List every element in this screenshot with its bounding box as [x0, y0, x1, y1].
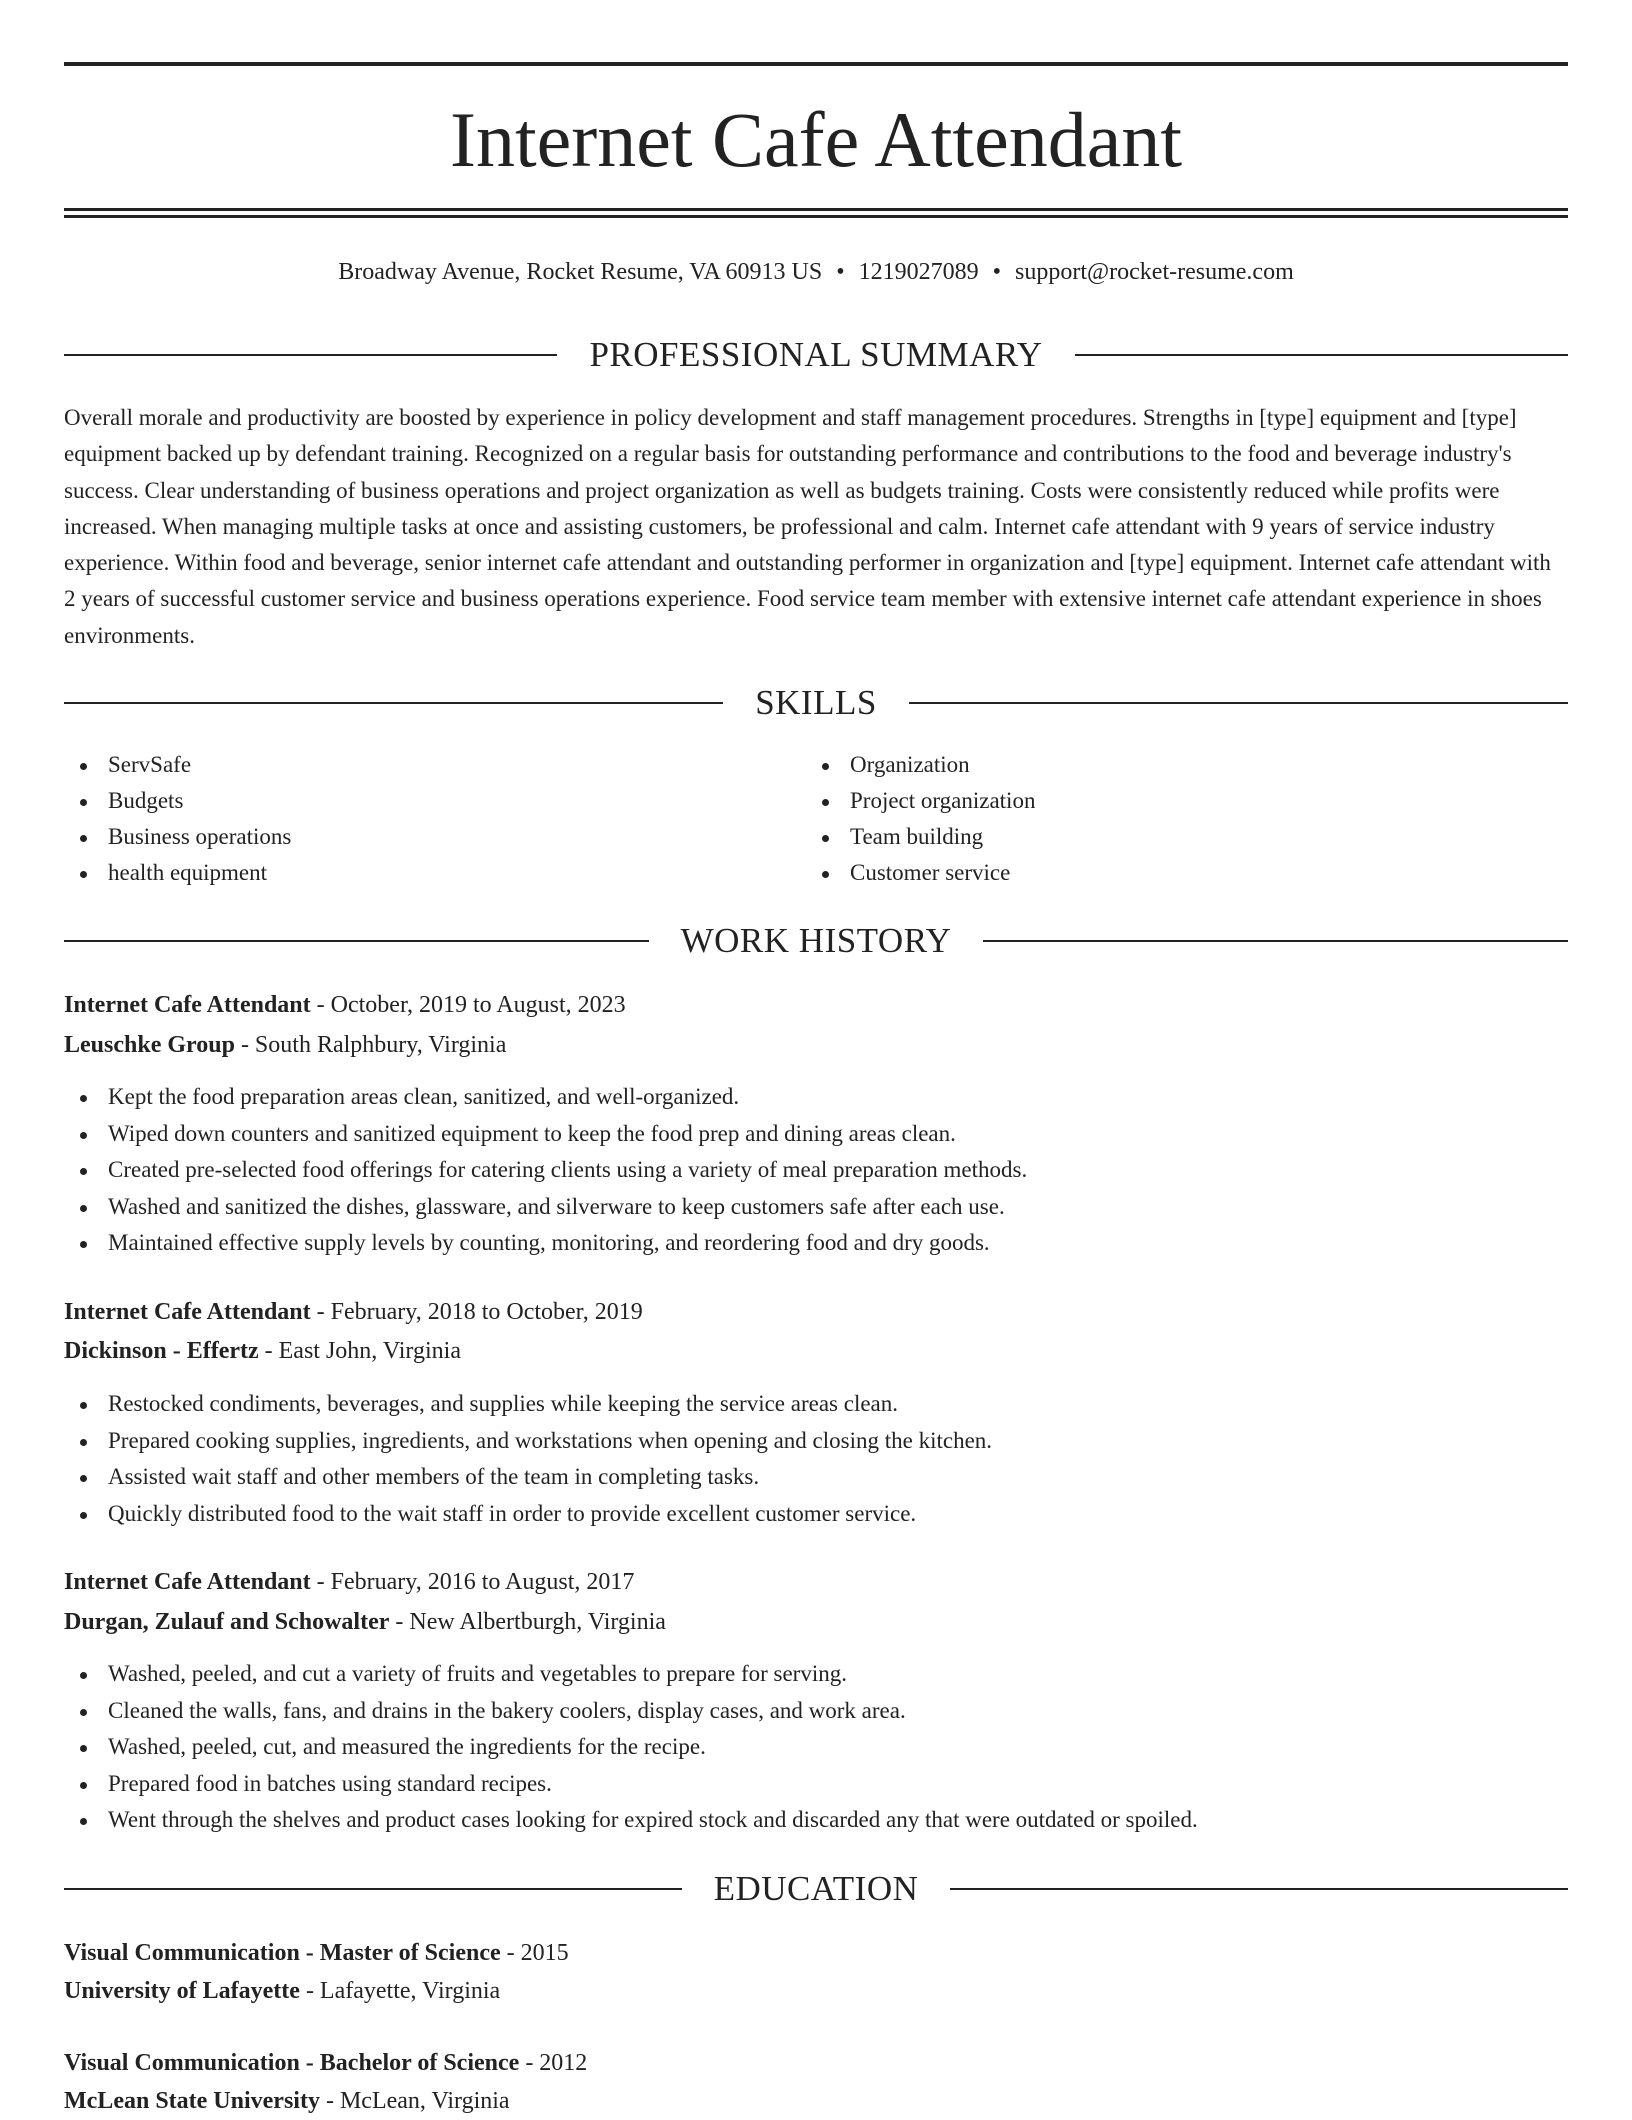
- job-dates: - October, 2019 to August, 2023: [310, 992, 626, 1018]
- job-role: Internet Cafe Attendant: [64, 992, 311, 1018]
- header-rule-upper: [64, 208, 1568, 211]
- heading-rule-left: [64, 940, 649, 942]
- job-company: Leuschke Group: [64, 1032, 235, 1058]
- header-top-rule: [64, 62, 1568, 66]
- skill-item: health equipment: [64, 855, 291, 891]
- contact-address: Broadway Avenue, Rocket Resume, VA 60913 US: [338, 259, 823, 285]
- skills-heading: [64, 681, 1568, 725]
- header-rule-lower: [64, 215, 1568, 218]
- skills-title: SKILLS: [755, 683, 877, 722]
- education-degree: Visual Communication - Master of Science: [64, 1940, 501, 1966]
- education-year: - 2012: [519, 2050, 588, 2076]
- summary-heading: [64, 333, 1568, 377]
- job-bullet: Washed and sanitized the dishes, glassware, and silverware to keep customers safe after each use.: [64, 1189, 1027, 1226]
- work-title: WORK HISTORY: [680, 921, 952, 960]
- skill-item: ServSafe: [64, 747, 291, 783]
- education-location: - Lafayette, Virginia: [299, 1978, 501, 2004]
- job-title-line: [64, 986, 626, 1024]
- job-bullets: [64, 1656, 1198, 1839]
- job-dates: - February, 2018 to October, 2019: [310, 1299, 643, 1325]
- education-degree-line: [64, 2044, 587, 2082]
- education-degree-line: [64, 1934, 569, 1972]
- job-company: Durgan, Zulauf and Schowalter: [64, 1609, 390, 1635]
- job-bullet: Wiped down counters and sanitized equipment to keep the food prep and dining areas clean.: [64, 1116, 1027, 1153]
- contact-email[interactable]: support@rocket-resume.com: [1015, 259, 1294, 285]
- job-location: - New Albertburgh, Virginia: [389, 1609, 666, 1635]
- skill-item: Organization: [806, 747, 1035, 783]
- heading-rule-right: [983, 940, 1568, 942]
- education-heading: [64, 1867, 1568, 1911]
- job-bullet: Prepared cooking supplies, ingredients, and workstations when opening and closing the kitchen.: [64, 1423, 992, 1460]
- job-title-line: [64, 1293, 643, 1331]
- skills-list-right: [806, 747, 1035, 891]
- summary-title: PROFESSIONAL SUMMARY: [589, 335, 1043, 374]
- job-title-line: [64, 1563, 634, 1601]
- skill-item: Team building: [806, 819, 1035, 855]
- job-role: Internet Cafe Attendant: [64, 1299, 311, 1325]
- job-company: Dickinson - Effertz: [64, 1338, 259, 1364]
- contact-phone: 1219027089: [858, 259, 979, 285]
- skill-item: Customer service: [806, 855, 1035, 891]
- job-dates: - February, 2016 to August, 2017: [310, 1569, 635, 1595]
- job-role: Internet Cafe Attendant: [64, 1569, 311, 1595]
- education-title: EDUCATION: [713, 1869, 919, 1908]
- job-company-line: [64, 1603, 666, 1641]
- job-bullet: Quickly distributed food to the wait staff in order to provide excellent customer service.: [64, 1496, 992, 1533]
- education-location: - McLean, Virginia: [319, 2088, 510, 2114]
- contact-separator: •: [836, 259, 845, 285]
- contact-line: [64, 254, 1568, 290]
- job-bullets: [64, 1386, 992, 1532]
- job-bullet: Went through the shelves and product cases looking for expired stock and discarded any that were outdated or spoiled.: [64, 1802, 1198, 1839]
- job-location: - East John, Virginia: [258, 1338, 461, 1364]
- contact-separator: •: [992, 259, 1002, 285]
- heading-rule-right: [909, 702, 1568, 704]
- skill-item: Budgets: [64, 783, 291, 819]
- job-bullet: Restocked condiments, beverages, and supplies while keeping the service areas clean.: [64, 1386, 992, 1423]
- job-bullet: Assisted wait staff and other members of the team in completing tasks.: [64, 1459, 992, 1496]
- job-bullet: Kept the food preparation areas clean, sanitized, and well-organized.: [64, 1079, 1027, 1116]
- skill-item: Business operations: [64, 819, 291, 855]
- skill-item: Project organization: [806, 783, 1035, 819]
- education-year: - 2015: [500, 1940, 569, 1966]
- work-heading: [64, 919, 1568, 963]
- job-bullet: Washed, peeled, and cut a variety of fruits and vegetables to prepare for serving.: [64, 1656, 1198, 1693]
- job-location: - South Ralphbury, Virginia: [234, 1032, 507, 1058]
- job-bullet: Created pre-selected food offerings for catering clients using a variety of meal preparation methods.: [64, 1152, 1027, 1189]
- education-school-line: [64, 2082, 510, 2120]
- job-bullet: Washed, peeled, cut, and measured the ingredients for the recipe.: [64, 1729, 1198, 1766]
- job-company-line: [64, 1026, 506, 1064]
- heading-rule-left: [64, 702, 723, 704]
- resume-name: Internet Cafe Attendant: [449, 96, 1183, 183]
- education-degree: Visual Communication - Bachelor of Science: [64, 2050, 520, 2076]
- job-bullet: Cleaned the walls, fans, and drains in the bakery coolers, display cases, and work area.: [64, 1693, 1198, 1730]
- summary-text: Overall morale and productivity are boosted by experience in policy development and staff management procedures. Strengths in [type] equipment and [type] equipment backed up by defendant training. Recognized on a regular basis for outstanding performance and contributions to the food and beverage industry's success. Clear understanding of business operations and project organization as well as budgets training. Costs were consistently reduced while profits were increased. When managing multiple tasks at once and assisting customers, be professional and calm. Internet cafe attendant with 9 years of service industry experience. Within food and beverage, senior internet cafe attendant and outstanding performer in organization and [type] equipment. Internet cafe attendant with 2 years of successful customer service and business operations experience. Food service team member with extensive internet cafe attendant experience in shoes environments.: [64, 405, 1551, 648]
- job-company-line: [64, 1332, 461, 1370]
- education-school: McLean State University: [64, 2088, 320, 2114]
- heading-rule-left: [64, 354, 557, 356]
- heading-rule-left: [64, 1888, 682, 1890]
- heading-rule-right: [950, 1888, 1568, 1890]
- heading-rule-right: [1075, 354, 1568, 356]
- job-bullet: Prepared food in batches using standard recipes.: [64, 1766, 1198, 1803]
- education-school: University of Lafayette: [64, 1978, 300, 2004]
- job-bullets: [64, 1079, 1027, 1262]
- skills-list-left: [64, 747, 291, 891]
- job-bullet: Maintained effective supply levels by counting, monitoring, and reordering food and dry goods.: [64, 1225, 1027, 1262]
- education-school-line: [64, 1972, 500, 2010]
